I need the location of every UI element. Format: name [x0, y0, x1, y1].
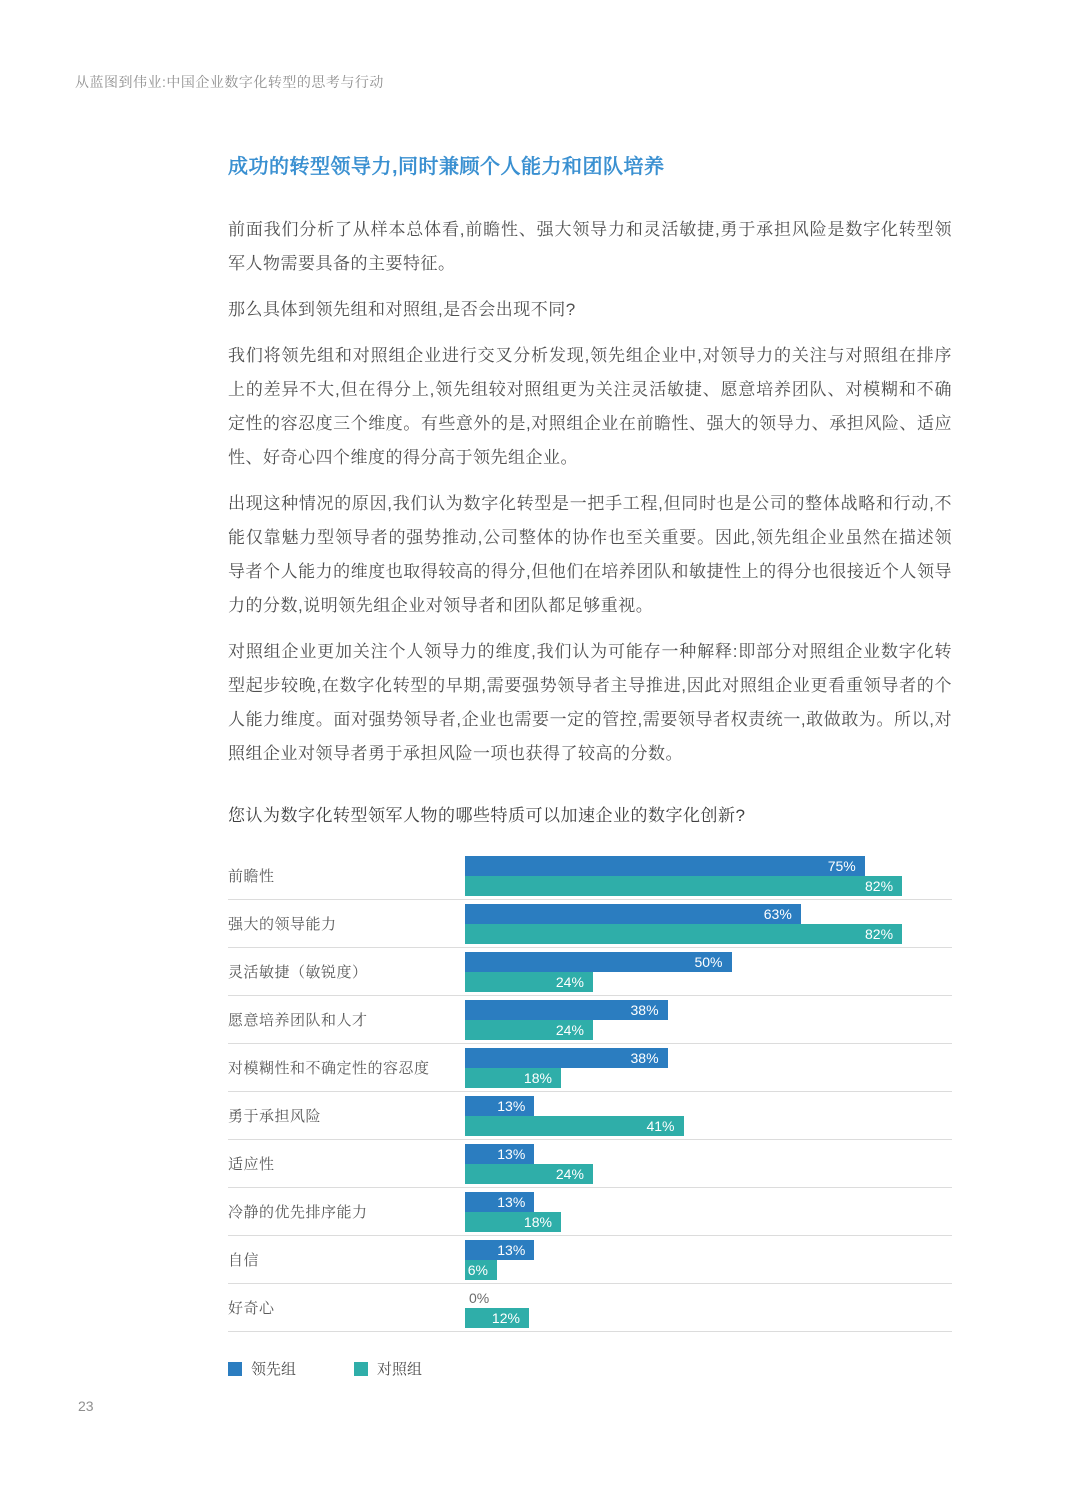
chart-row: [228, 1284, 952, 1332]
bar-stack: [465, 1144, 593, 1184]
bar-value-label: 18%: [523, 1069, 552, 1086]
bar-value-label: 13%: [497, 1193, 526, 1210]
bar-control-group: [465, 972, 593, 992]
page-number: 23: [78, 1398, 94, 1414]
bar-stack: [465, 1288, 529, 1328]
chart-category-label: 勇于承担风险: [228, 1108, 322, 1125]
chart-row: [228, 1044, 952, 1092]
section-heading: 成功的转型领导力,同时兼顾个人能力和团队培养: [228, 156, 665, 178]
legend-label: 领先组: [251, 1361, 297, 1378]
bar-value-label: 24%: [555, 1021, 584, 1038]
bar-line: [465, 1260, 534, 1280]
bar-line: [465, 856, 902, 876]
legend-item: [228, 1358, 296, 1379]
chart-category-label: 前瞻性: [228, 868, 275, 885]
bar-control-group: [465, 1068, 561, 1088]
running-header: 从蓝图到伟业:中国企业数字化转型的思考与行动: [75, 74, 384, 90]
bar-value-label: 24%: [555, 973, 584, 990]
bar-stack: [465, 1096, 684, 1136]
bar-control-group: [465, 1020, 593, 1040]
bar-value-label: 38%: [630, 1049, 659, 1066]
bar-line: [465, 1000, 668, 1020]
bar-stack: [465, 904, 902, 944]
bar-control-group: [465, 924, 902, 944]
page-content: [228, 150, 952, 1379]
legend-label: 对照组: [377, 1361, 423, 1378]
bar-stack: [465, 1240, 534, 1280]
paragraph: 那么具体到领先组和对照组,是否会出现不同?: [228, 300, 576, 319]
bar-line: [465, 876, 902, 896]
bar-stack: [465, 856, 902, 896]
bar-lead-group: [465, 904, 801, 924]
bar-value-label: 38%: [630, 1001, 659, 1018]
bar-line: [465, 904, 902, 924]
chart-row: [228, 900, 952, 948]
paragraph: 我们将领先组和对照组企业进行交叉分析发现,领先组企业中,对领导力的关注与对照组在排序上的差异不大,但在得分上,领先组较对照组更为关注灵活敏捷、愿意培养团队、对模糊和不确定性的容忍度三个维度。有些意外的是,对照组企业在前瞻性、强大的领导力、承担风险、适应性、好奇心四个维度的得分高于领先组企业。: [228, 346, 952, 467]
bar-control-group: [465, 1308, 529, 1328]
bar-value-label: 75%: [827, 857, 856, 874]
chart-category-label: 自信: [228, 1252, 260, 1269]
bar-control-group: [465, 1164, 593, 1184]
bar-value-label: 50%: [694, 953, 723, 970]
bar-lead-group: [465, 856, 865, 876]
paragraph: 出现这种情况的原因,我们认为数字化转型是一把手工程,但同时也是公司的整体战略和行动,不能仅靠魅力型领导者的强势推动,公司整体的协作也至关重要。因此,领先组企业虽然在描述领导者个人能力的维度也取得较高的得分,但他们在培养团队和敏捷性上的得分也很接近个人领导力的分数,说明领先组企业对领导者和团队都足够重视。: [228, 494, 952, 615]
bar-stack: [465, 952, 732, 992]
bar-value-label: 13%: [497, 1097, 526, 1114]
bar-value-label: 82%: [865, 877, 894, 894]
chart-category-label: 好奇心: [228, 1300, 275, 1317]
chart-row: [228, 996, 952, 1044]
chart-category-label: 冷静的优先排序能力: [228, 1204, 368, 1221]
bar-stack: [465, 1192, 561, 1232]
bar-line: [465, 1068, 668, 1088]
bar-stack: [465, 1048, 668, 1088]
bar-line: [465, 1144, 593, 1164]
legend-swatch-control-icon: [354, 1362, 368, 1376]
bar-lead-group: [465, 952, 732, 972]
bar-value-label: 6%: [467, 1261, 488, 1278]
bar-value-label: 13%: [497, 1241, 526, 1258]
bar-value-label: 18%: [523, 1213, 552, 1230]
chart-row: [228, 1236, 952, 1284]
bar-lead-group: [465, 1048, 668, 1068]
chart-category-label: 对模糊性和不确定性的容忍度: [228, 1060, 430, 1077]
bar-lead-group: [465, 1000, 668, 1020]
chart-category-label: 愿意培养团队和人才: [228, 1012, 368, 1029]
bar-control-group: [465, 876, 902, 896]
paragraph: 对照组企业更加关注个人领导力的维度,我们认为可能存一种解释:即部分对照组企业数字化转型起步较晚,在数字化转型的早期,需要强势领导者主导推进,因此对照组企业更看重领导者的个人能力维度。面对强势领导者,企业也需要一定的管控,需要领导者权责统一,敢做敢为。所以,对照组企业对领导者勇于承担风险一项也获得了较高的分数。: [228, 642, 952, 763]
bar-line: [465, 1192, 561, 1212]
bar-lead-group: [465, 1240, 534, 1260]
bar-stack: [465, 1000, 668, 1040]
chart-row: [228, 852, 952, 900]
bar-line: [465, 1288, 529, 1308]
bar-line: [465, 1164, 593, 1184]
bar-value-label: 13%: [497, 1145, 526, 1162]
chart-rows: [228, 852, 952, 1332]
chart-row: [228, 948, 952, 996]
bar-chart: [228, 852, 952, 1379]
chart-category-label: 适应性: [228, 1156, 275, 1173]
bar-value-label: 82%: [865, 925, 894, 942]
chart-category-label: 强大的领导能力: [228, 916, 337, 933]
bar-lead-group: [465, 1192, 534, 1212]
bar-value-label: 12%: [491, 1309, 520, 1326]
bar-line: [465, 924, 902, 944]
bar-line: [465, 1020, 668, 1040]
bar-line: [465, 952, 732, 972]
bar-value-label: 0%: [469, 1289, 490, 1306]
bar-lead-group: [465, 1144, 534, 1164]
legend-swatch-lead-icon: [228, 1362, 242, 1376]
chart-legend: [228, 1358, 952, 1379]
chart-question: 您认为数字化转型领军人物的哪些特质可以加速企业的数字化创新?: [228, 806, 746, 825]
bar-line: [465, 1240, 534, 1260]
bar-line: [465, 1096, 684, 1116]
chart-category-label: 灵活敏捷（敏锐度）: [228, 964, 368, 981]
bar-control-group: [465, 1212, 561, 1232]
chart-row: [228, 1188, 952, 1236]
bar-value-label: 24%: [555, 1165, 584, 1182]
paragraph: 前面我们分析了从样本总体看,前瞻性、强大领导力和灵活敏捷,勇于承担风险是数字化转型领军人物需要具备的主要特征。: [228, 220, 952, 273]
bar-line: [465, 972, 732, 992]
chart-row: [228, 1140, 952, 1188]
legend-item: [354, 1358, 422, 1379]
bar-lead-group: [465, 1096, 534, 1116]
chart-row: [228, 1092, 952, 1140]
bar-control-group: [465, 1260, 497, 1280]
bar-line: [465, 1048, 668, 1068]
bar-value-label: 41%: [646, 1117, 675, 1134]
bar-line: [465, 1116, 684, 1136]
bar-line: [465, 1212, 561, 1232]
bar-control-group: [465, 1116, 684, 1136]
bar-line: [465, 1308, 529, 1328]
bar-value-label: 63%: [763, 905, 792, 922]
